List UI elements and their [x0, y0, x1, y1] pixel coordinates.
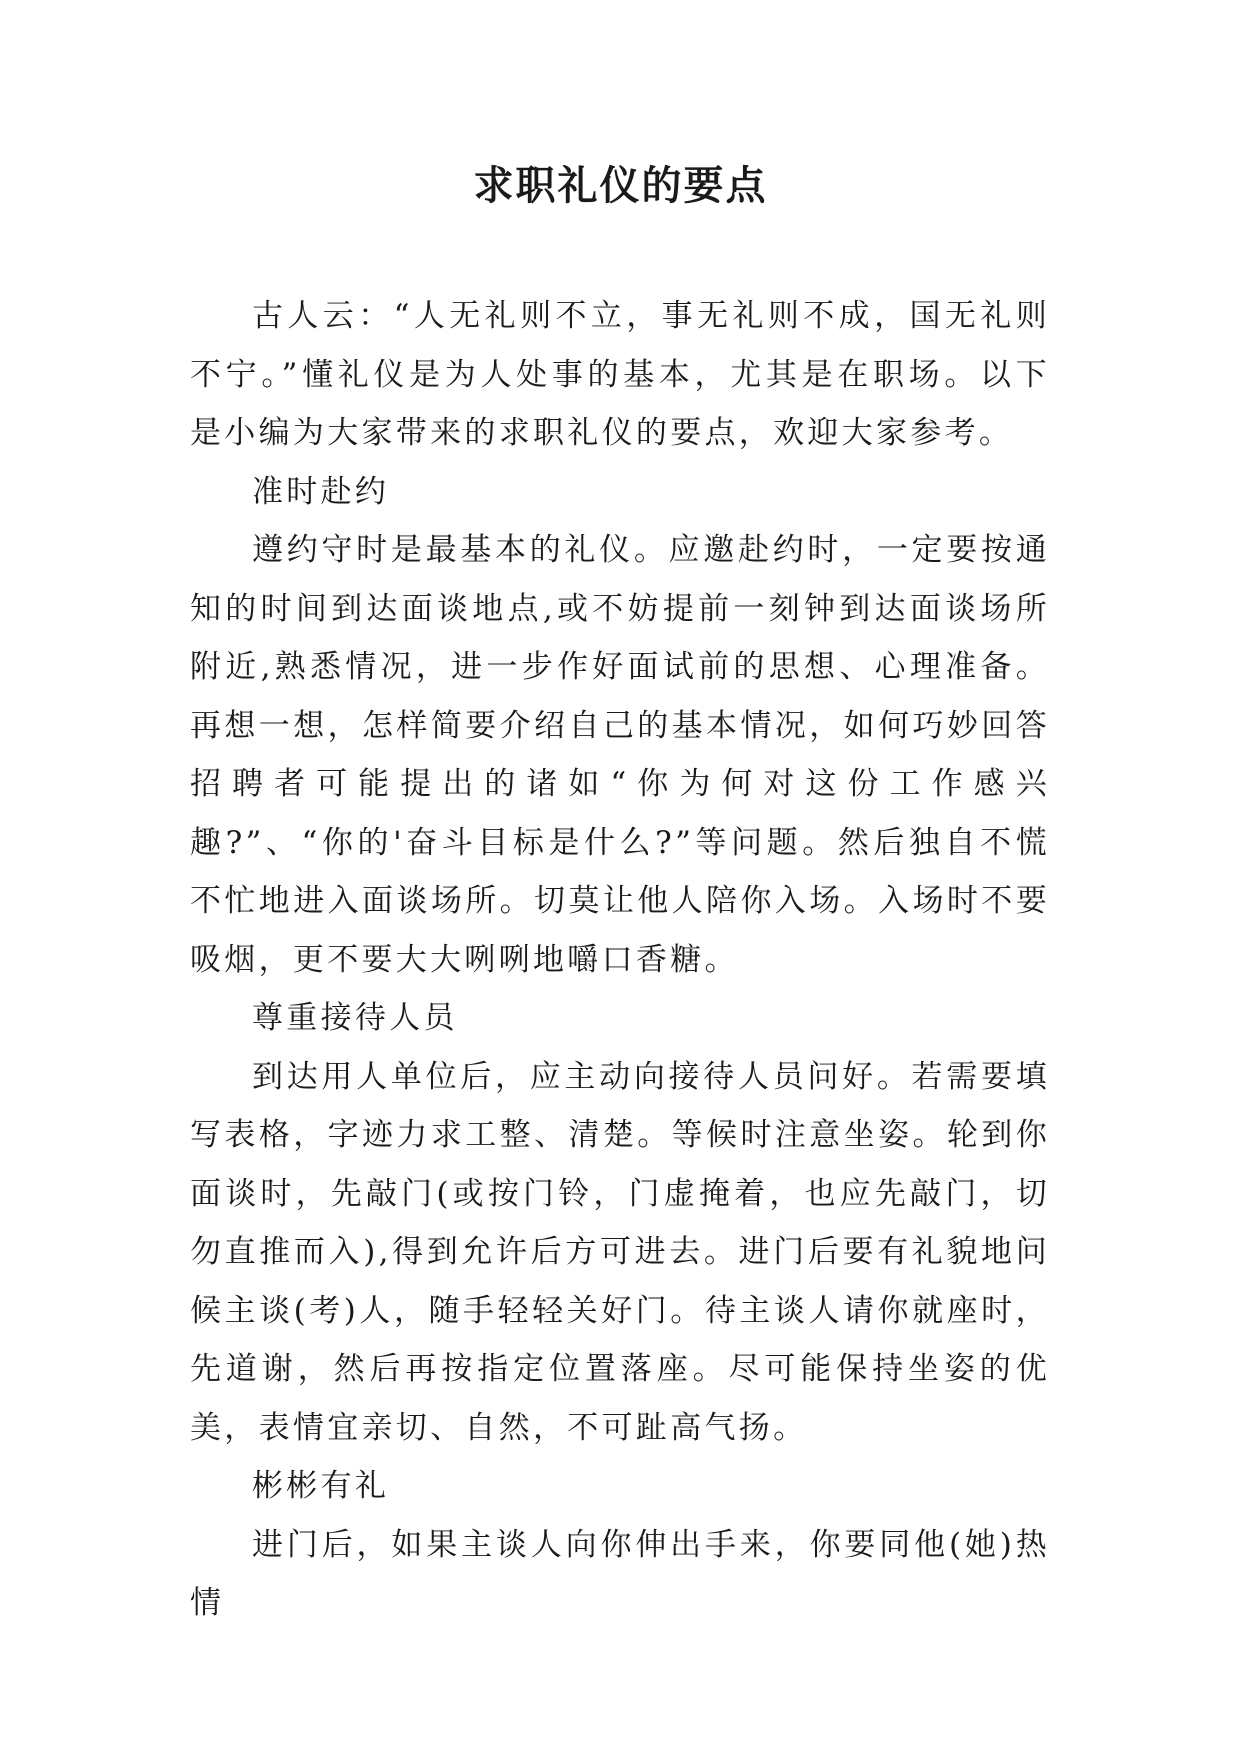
document-title: 求职礼仪的要点	[473, 163, 768, 209]
document-body	[190, 287, 1050, 1633]
section-heading-respect-staff: 尊重接待人员	[252, 1000, 458, 1036]
intro-paragraph: 古人云：“人无礼则不立，事无礼则不成，国无礼则不宁。”懂礼仪是为人处事的基本，尤其是在职场。以下是小编为大家带来的求职礼仪的要点，欢迎大家参考。	[190, 298, 1050, 451]
paragraph-courtesy: 进门后，如果主谈人向你伸出手来，你要同他(她)热情	[190, 1526, 1050, 1621]
section-heading-courtesy: 彬彬有礼	[252, 1468, 390, 1504]
section-heading-punctuality: 准时赴约	[252, 473, 390, 510]
paragraph-respect-staff: 到达用人单位后，应主动向接待人员问好。若需要填写表格，字迹力求工整、清楚。等候时注意坐姿。轮到你面谈时，先敲门(或按门铃，门虚掩着，也应先敲门，切勿直推而入),得到允许后方可进去。进门后要有礼貌地问候主谈(考)人，随手轻轻关好门。待主谈人请你就座时，先道谢，然后再按指定位置落座。尽可能保持坐姿的优美，表情宜亲切、自然，不可趾高气扬。	[190, 1058, 1050, 1446]
paragraph-punctuality: 遵约守时是最基本的礼仪。应邀赴约时，一定要按通知的时间到达面谈地点,或不妨提前一刻钟到达面谈场所附近,熟悉情况，进一步作好面试前的思想、心理准备。再想一想，怎样简要介绍自己的基本情况，如何巧妙回答招聘者可能提出的诸如“你为何对这份工作感兴趣?”、“你的'奋斗目标是什么?”等问题。然后独自不慌不忙地进入面谈场所。切莫让他人陪你入场。入场时不要吸烟，更不要大大咧咧地嚼口香糖。	[190, 532, 1050, 978]
